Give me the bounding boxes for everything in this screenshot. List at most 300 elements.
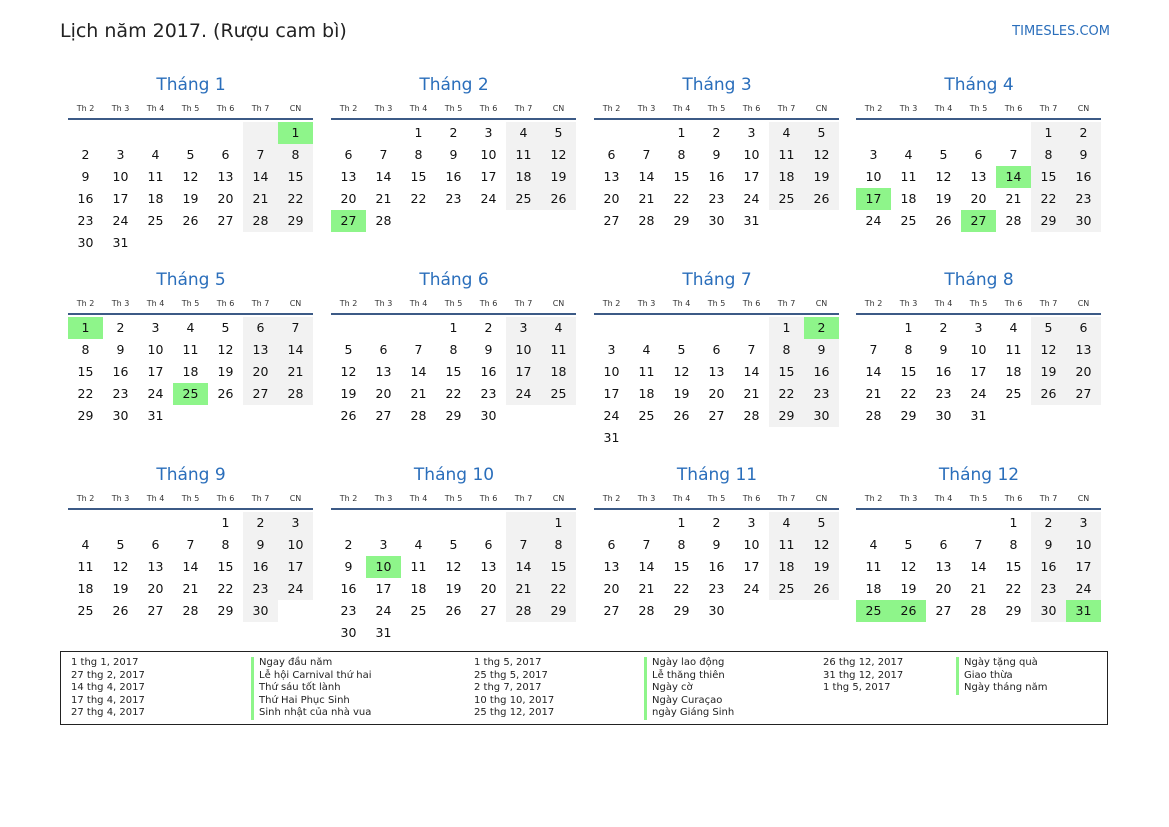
day-cell: 23 [935, 386, 952, 401]
day-cell: 7 [506, 534, 541, 556]
day-cell: 27 [961, 210, 996, 232]
day-cell: 27 [375, 408, 392, 423]
week-row [68, 578, 314, 600]
weekday-label: Th 2 [339, 104, 358, 113]
week-row [594, 405, 840, 427]
day-cell-empty [856, 512, 891, 534]
day-cell: 15 [673, 169, 690, 184]
day-cell: 2 [243, 512, 278, 534]
day-cell: 12 [935, 169, 952, 184]
day-cell: 15 [410, 169, 427, 184]
legend-holiday-name: Ngày Curaçao [644, 695, 734, 708]
weekday-label: Th 5 [969, 299, 988, 308]
day-cell: 9 [484, 342, 493, 357]
header-rule [331, 508, 576, 510]
day-cell-empty [961, 512, 996, 534]
day-cell: 15 [769, 361, 804, 383]
weekday-label: Th 3 [637, 494, 656, 503]
day-cell: 17 [856, 188, 891, 210]
day-cell: 17 [506, 361, 541, 383]
legend-holiday-name: Giao thừa [956, 670, 1048, 683]
legend-holiday-name: Lễ hội Carnival thứ hai [251, 670, 372, 683]
month-8 [856, 269, 1102, 427]
day-cell-empty [471, 622, 506, 644]
month-title: Tháng 9 [156, 465, 226, 485]
day-cell: 6 [151, 537, 160, 552]
day-cell: 24 [865, 213, 882, 228]
weekday-label: Th 7 [514, 299, 533, 308]
day-cell: 17 [112, 191, 129, 206]
day-cell: 24 [970, 386, 987, 401]
day-cell: 3 [379, 537, 388, 552]
day-cell: 25 [506, 188, 541, 210]
month-title: Tháng 3 [682, 75, 752, 95]
weekday-header [331, 492, 577, 506]
day-cell: 7 [278, 317, 313, 339]
day-cell: 5 [804, 122, 839, 144]
day-cell-empty [734, 600, 769, 622]
day-cell: 7 [379, 147, 388, 162]
day-cell: 30 [1031, 600, 1066, 622]
day-cell: 3 [747, 125, 756, 140]
day-cell: 12 [1031, 339, 1066, 361]
day-cell: 5 [804, 512, 839, 534]
week-row [68, 361, 314, 383]
day-cell: 24 [480, 191, 497, 206]
day-cell: 21 [243, 188, 278, 210]
weekday-label: Th 6 [1004, 104, 1023, 113]
day-cell-empty [278, 600, 313, 622]
day-cell: 8 [449, 342, 458, 357]
day-cell: 26 [217, 386, 234, 401]
day-cell: 3 [607, 342, 616, 357]
day-cell: 29 [1031, 210, 1066, 232]
day-cell: 26 [804, 188, 839, 210]
day-cell: 24 [743, 191, 760, 206]
legend-holiday-name: Ngày tặng quà [956, 657, 1048, 670]
weekday-label: Th 2 [339, 299, 358, 308]
day-cell: 26 [445, 603, 462, 618]
day-cell: 16 [445, 169, 462, 184]
weekday-label: Th 6 [216, 494, 235, 503]
day-cell: 22 [900, 386, 917, 401]
day-cell: 16 [1031, 556, 1066, 578]
day-cell: 5 [221, 320, 230, 335]
week-row [594, 188, 840, 210]
legend-holiday-name: Ngay đầu năm [251, 657, 372, 670]
day-cell: 20 [708, 386, 725, 401]
day-cell: 2 [804, 317, 839, 339]
month-title: Tháng 11 [676, 465, 758, 485]
day-cell: 16 [1066, 166, 1101, 188]
week-row [594, 166, 840, 188]
weekday-label: Th 3 [374, 299, 393, 308]
day-cell: 28 [410, 408, 427, 423]
legend-date: 1 thg 5, 2017 [823, 682, 891, 693]
day-cell: 18 [541, 361, 576, 383]
day-cell: 15 [673, 559, 690, 574]
week-row [594, 512, 840, 534]
weekday-label: Th 5 [181, 104, 200, 113]
weekday-label: Th 2 [602, 494, 621, 503]
day-cell: 30 [243, 600, 278, 622]
day-cell: 13 [217, 169, 234, 184]
day-cell: 11 [147, 169, 164, 184]
month-4 [856, 74, 1102, 232]
day-cell: 22 [673, 581, 690, 596]
week-row [594, 556, 840, 578]
day-cell-empty [664, 317, 699, 339]
day-cell: 13 [147, 559, 164, 574]
day-cell: 8 [769, 339, 804, 361]
day-cell-empty [804, 210, 839, 232]
weekday-label: Th 5 [969, 494, 988, 503]
day-cell-empty [891, 512, 926, 534]
day-cell: 3 [974, 320, 983, 335]
day-cell: 20 [375, 386, 392, 401]
day-cell: 18 [769, 166, 804, 188]
weekday-label: Th 7 [777, 104, 796, 113]
weekday-label: Th 6 [1004, 299, 1023, 308]
weekday-label: Th 6 [216, 299, 235, 308]
day-cell-empty [208, 405, 243, 427]
day-cell: 13 [970, 169, 987, 184]
day-cell: 1 [68, 317, 103, 339]
day-cell: 2 [81, 147, 90, 162]
header-rule [594, 508, 839, 510]
day-cell: 1 [414, 125, 423, 140]
day-cell: 21 [506, 578, 541, 600]
day-cell: 23 [340, 603, 357, 618]
day-cell: 14 [996, 166, 1031, 188]
day-cell: 14 [182, 559, 199, 574]
day-cell: 17 [743, 169, 760, 184]
day-cell: 21 [865, 386, 882, 401]
week-row [594, 600, 840, 622]
day-cell: 21 [970, 581, 987, 596]
day-cell-empty [1031, 405, 1066, 427]
day-cell-empty [173, 232, 208, 254]
weekday-label: Th 4 [672, 104, 691, 113]
week-row [856, 339, 1102, 361]
day-cell: 25 [900, 213, 917, 228]
site-link[interactable]: TIMESLES.COM [1012, 24, 1110, 39]
day-cell: 28 [278, 383, 313, 405]
day-cell-empty [961, 122, 996, 144]
day-cell-empty [278, 232, 313, 254]
day-cell: 23 [1031, 578, 1066, 600]
day-cell: 16 [112, 364, 129, 379]
header-rule [331, 313, 576, 315]
legend-holiday-name: Thứ sáu tốt lành [251, 682, 372, 695]
day-cell: 24 [1066, 578, 1101, 600]
day-cell: 30 [935, 408, 952, 423]
day-cell: 28 [638, 213, 655, 228]
day-cell: 16 [480, 364, 497, 379]
day-cell: 30 [112, 408, 129, 423]
day-cell-empty [769, 427, 804, 449]
legend-holiday-name: Lễ thăng thiên [644, 670, 734, 683]
day-cell: 22 [769, 383, 804, 405]
day-cell-empty [138, 232, 173, 254]
weekday-label: Th 4 [672, 299, 691, 308]
week-row [594, 144, 840, 166]
day-cell-empty [243, 122, 278, 144]
weekday-label: Th 7 [1039, 104, 1058, 113]
day-cell: 11 [769, 144, 804, 166]
day-cell: 7 [243, 144, 278, 166]
day-cell: 31 [147, 408, 164, 423]
day-cell: 16 [340, 581, 357, 596]
day-cell: 29 [673, 603, 690, 618]
day-cell: 1 [769, 317, 804, 339]
weekday-label: CN [552, 299, 565, 308]
week-row [68, 556, 314, 578]
weekday-label: Th 5 [707, 494, 726, 503]
day-cell: 22 [410, 191, 427, 206]
week-row [856, 317, 1102, 339]
day-cell: 3 [116, 147, 125, 162]
day-cell: 10 [147, 342, 164, 357]
day-cell-empty [138, 512, 173, 534]
day-cell: 20 [603, 581, 620, 596]
legend-names-col-3 [956, 657, 1048, 695]
week-row [856, 188, 1102, 210]
day-cell: 10 [743, 147, 760, 162]
weekday-label: CN [552, 494, 565, 503]
day-cell: 16 [804, 361, 839, 383]
day-cell: 28 [1005, 213, 1022, 228]
day-cell: 25 [1005, 386, 1022, 401]
day-cell: 20 [1066, 361, 1101, 383]
day-cell: 18 [182, 364, 199, 379]
day-cell: 26 [935, 213, 952, 228]
legend-date: 26 thg 12, 2017 [823, 657, 904, 668]
day-cell: 28 [506, 600, 541, 622]
day-cell: 19 [182, 191, 199, 206]
day-cell: 31 [970, 408, 987, 423]
day-cell: 21 [410, 386, 427, 401]
month-11 [594, 464, 840, 622]
day-cell: 27 [603, 213, 620, 228]
week-row [331, 210, 577, 232]
day-cell: 27 [331, 210, 366, 232]
day-cell: 24 [603, 408, 620, 423]
day-cell: 6 [221, 147, 230, 162]
month-title: Tháng 8 [944, 270, 1014, 290]
month-12 [856, 464, 1102, 622]
day-cell: 22 [1031, 188, 1066, 210]
day-cell: 6 [607, 147, 616, 162]
day-cell: 2 [449, 125, 458, 140]
day-cell: 19 [673, 386, 690, 401]
day-cell: 2 [116, 320, 125, 335]
month-title: Tháng 4 [944, 75, 1014, 95]
day-cell-empty [734, 317, 769, 339]
day-cell: 11 [865, 559, 882, 574]
day-cell-empty [891, 122, 926, 144]
legend-date: 10 thg 10, 2017 [474, 694, 555, 706]
legend-date: 17 thg 4, 2017 [71, 694, 145, 706]
day-cell: 28 [970, 603, 987, 618]
day-cell: 20 [340, 191, 357, 206]
weekday-label: Th 2 [76, 299, 95, 308]
month-6 [331, 269, 577, 427]
weekday-label: CN [552, 104, 565, 113]
week-row [331, 578, 577, 600]
day-cell: 14 [638, 559, 655, 574]
weekday-header [68, 102, 314, 116]
day-cell: 29 [445, 408, 462, 423]
day-cell: 29 [1005, 603, 1022, 618]
week-row [594, 534, 840, 556]
weekday-label: Th 3 [111, 104, 130, 113]
day-cell: 18 [147, 191, 164, 206]
week-row [856, 600, 1102, 622]
day-cell: 9 [712, 147, 721, 162]
day-cell-empty [401, 512, 436, 534]
day-cell-empty [1066, 405, 1101, 427]
week-row [594, 578, 840, 600]
month-7 [594, 269, 840, 449]
day-cell: 21 [278, 361, 313, 383]
day-cell: 29 [673, 213, 690, 228]
day-cell-empty [173, 512, 208, 534]
day-cell: 24 [506, 383, 541, 405]
day-cell: 29 [900, 408, 917, 423]
header-rule [594, 118, 839, 120]
day-cell: 2 [939, 320, 948, 335]
day-cell: 25 [173, 383, 208, 405]
weekday-header [331, 102, 577, 116]
legend-holiday-name: ngày Giáng Sinh [644, 707, 734, 720]
day-cell: 13 [340, 169, 357, 184]
day-cell-empty [541, 210, 576, 232]
day-cell: 8 [81, 342, 90, 357]
day-cell: 20 [603, 191, 620, 206]
week-row [594, 427, 840, 449]
day-cell: 9 [804, 339, 839, 361]
day-cell-empty [629, 122, 664, 144]
legend-date: 27 thg 2, 2017 [71, 669, 145, 681]
day-cell-empty [401, 317, 436, 339]
month-title: Tháng 5 [156, 270, 226, 290]
day-cell: 28 [243, 210, 278, 232]
day-cell-empty [401, 622, 436, 644]
day-cell: 31 [112, 235, 129, 250]
day-cell-empty [926, 122, 961, 144]
weekday-label: Th 5 [444, 104, 463, 113]
day-cell: 10 [1066, 534, 1101, 556]
week-row [68, 317, 314, 339]
month-title: Tháng 1 [156, 75, 226, 95]
day-cell-empty [664, 427, 699, 449]
day-cell: 19 [1031, 361, 1066, 383]
weekday-label: Th 3 [899, 494, 918, 503]
week-row [331, 556, 577, 578]
day-cell: 27 [217, 213, 234, 228]
day-cell: 12 [340, 364, 357, 379]
day-cell: 29 [278, 210, 313, 232]
day-cell: 13 [708, 364, 725, 379]
day-cell: 1 [1031, 122, 1066, 144]
week-row [856, 144, 1102, 166]
day-cell: 9 [449, 147, 458, 162]
day-cell: 28 [638, 603, 655, 618]
week-row [68, 383, 314, 405]
day-cell-empty [506, 512, 541, 534]
day-cell-empty [594, 512, 629, 534]
weekday-label: Th 7 [1039, 494, 1058, 503]
week-row [856, 122, 1102, 144]
day-cell: 1 [449, 320, 458, 335]
day-cell: 25 [147, 213, 164, 228]
weekday-label: Th 4 [672, 494, 691, 503]
day-cell: 28 [865, 408, 882, 423]
day-cell-empty [436, 512, 471, 534]
weekday-label: Th 6 [479, 104, 498, 113]
week-row [856, 405, 1102, 427]
day-cell: 15 [77, 364, 94, 379]
weekday-label: CN [1077, 299, 1090, 308]
weekday-label: CN [289, 494, 302, 503]
day-cell: 31 [1066, 600, 1101, 622]
legend-dates-col-3 [823, 657, 903, 695]
weekday-label: Th 3 [899, 104, 918, 113]
day-cell: 14 [243, 166, 278, 188]
weekday-label: Th 2 [602, 299, 621, 308]
day-cell: 25 [541, 383, 576, 405]
week-row [68, 210, 314, 232]
day-cell: 25 [769, 188, 804, 210]
weekday-header [68, 492, 314, 506]
day-cell: 22 [77, 386, 94, 401]
day-cell-empty [506, 405, 541, 427]
weekday-label: Th 3 [637, 104, 656, 113]
weekday-label: Th 4 [146, 299, 165, 308]
day-cell: 30 [708, 213, 725, 228]
day-cell: 13 [480, 559, 497, 574]
day-cell: 11 [410, 559, 427, 574]
day-cell: 3 [747, 515, 756, 530]
day-cell: 12 [112, 559, 129, 574]
day-cell: 29 [217, 603, 234, 618]
week-row [594, 122, 840, 144]
day-cell: 27 [243, 383, 278, 405]
day-cell: 17 [1066, 556, 1101, 578]
day-cell: 3 [151, 320, 160, 335]
day-cell: 26 [541, 188, 576, 210]
day-cell-empty [68, 122, 103, 144]
day-cell: 7 [747, 342, 756, 357]
day-cell-empty [138, 122, 173, 144]
day-cell: 4 [1009, 320, 1018, 335]
day-cell: 16 [708, 559, 725, 574]
day-cell: 12 [900, 559, 917, 574]
day-cell: 29 [769, 405, 804, 427]
day-cell: 3 [278, 512, 313, 534]
day-cell: 6 [1066, 317, 1101, 339]
week-row [331, 339, 577, 361]
day-cell: 25 [856, 600, 891, 622]
week-row [68, 188, 314, 210]
day-cell: 5 [939, 147, 948, 162]
day-cell-empty [436, 210, 471, 232]
weekday-label: Th 4 [934, 494, 953, 503]
day-cell: 23 [112, 386, 129, 401]
day-cell-empty [208, 122, 243, 144]
day-cell: 17 [480, 169, 497, 184]
